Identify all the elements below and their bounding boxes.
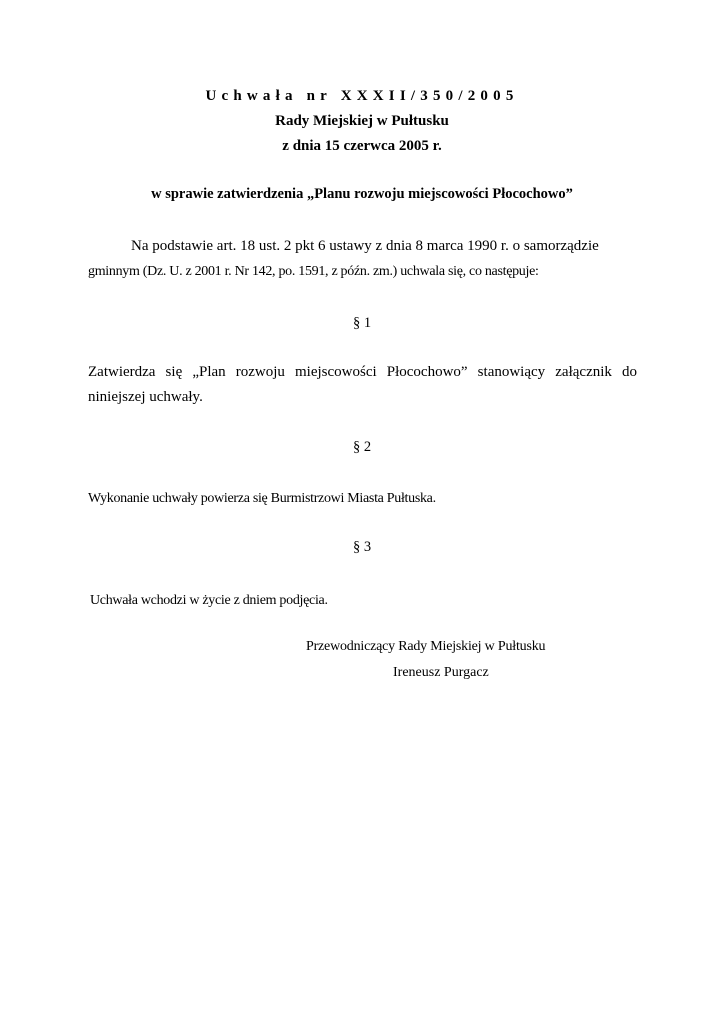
section-text-2: Wykonanie uchwały powierza się Burmistrzowi Miasta Pułtuska. <box>88 491 436 506</box>
signatory-name: Ireneusz Purgacz <box>393 665 489 680</box>
section-mark-3: § 3 <box>352 539 372 555</box>
council-name: Rady Miejskiej w Pułtusku <box>275 113 449 129</box>
section-text-1: Zatwierdza się „Plan rozwoju miejscowości Płocochowo” stanowiący załącznik do niniejszej uchwały. <box>88 364 637 405</box>
section-text-3: Uchwała wchodzi w życie z dniem podjęcia. <box>90 593 328 608</box>
signatory-role: Przewodniczący Rady Miejskiej w Pułtusku <box>306 639 546 654</box>
section-mark-2: § 2 <box>352 439 372 455</box>
resolution-subject: w sprawie zatwierdzenia „Planu rozwoju miejscowości Płocochowo” <box>151 186 573 202</box>
legal-basis-paragraph <box>88 234 637 284</box>
legal-basis-line-1: Na podstawie art. 18 ust. 2 pkt 6 ustawy z dnia 8 marca 1990 r. o samorządzie <box>131 238 599 254</box>
legal-basis-line-2: gminnym (Dz. U. z 2001 r. Nr 142, po. 1591, z późn. zm.) uchwala się, co następuje: <box>88 264 539 279</box>
resolution-title: Uchwała nr XXXII/350/2005 <box>205 88 519 104</box>
resolution-date: z dnia 15 czerwca 2005 r. <box>282 138 442 154</box>
section-mark-1: § 1 <box>352 315 372 331</box>
